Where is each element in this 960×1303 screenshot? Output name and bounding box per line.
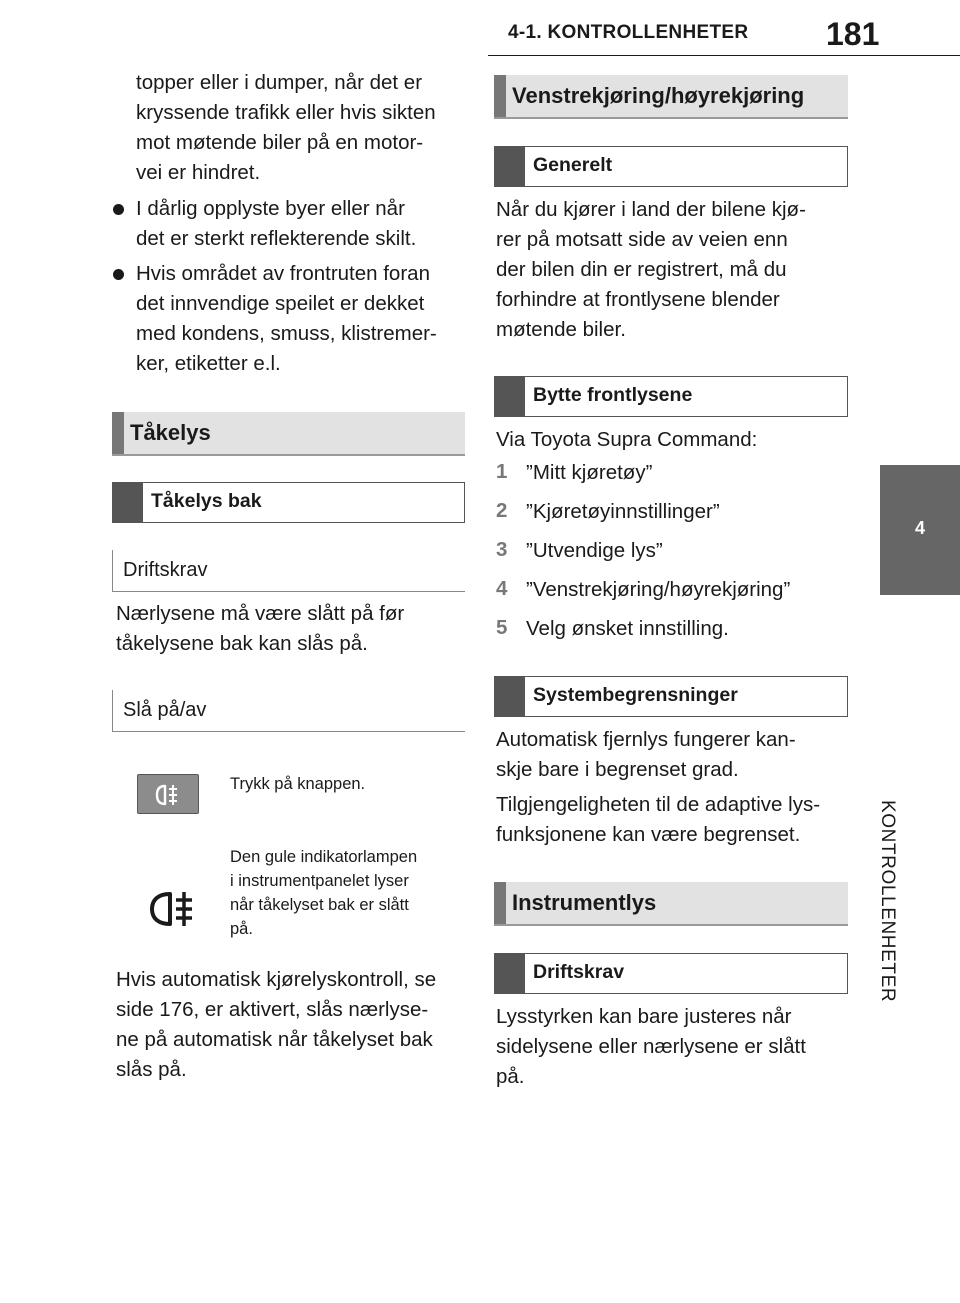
bullet-item-dim-cities: I dårlig opplyste byer eller når det er sterkt reflekterende skilt. bbox=[136, 197, 417, 250]
indicator-text: Den gule indikatorlampen i instrumentpanelet lyser når tåkelyset bak er slått på. bbox=[230, 848, 418, 938]
section-heading-bar bbox=[112, 412, 124, 454]
section-heading-venstrekjoring bbox=[494, 75, 848, 119]
section-heading-instrumentlys bbox=[494, 882, 848, 926]
subheading-bar bbox=[495, 954, 525, 993]
via-command-text: Via Toyota Supra Command: bbox=[496, 428, 758, 451]
label-text: Driftskrav bbox=[123, 559, 208, 581]
subheading-bar bbox=[495, 677, 525, 716]
automatic-paragraph: Hvis automatisk kjørelyskontroll, se side 176, er aktivert, slås nærlyse- ne på automatisk når tåkelyset bak slås på. bbox=[116, 968, 437, 1081]
bullet-item-windshield: Hvis området av frontruten foran det innvendige speilet er dekket med kondens, smuss, klistremer- ker, etiketter e.l. bbox=[136, 262, 437, 375]
page-number: 181 bbox=[826, 16, 880, 52]
chapter-title: 4-1. KONTROLLENHETER bbox=[508, 22, 749, 43]
step-number: 5 bbox=[496, 616, 508, 639]
subheading-bar bbox=[113, 483, 143, 522]
section-heading-takelys bbox=[112, 412, 465, 456]
section-heading-bar bbox=[494, 75, 506, 117]
press-button-text: Trykk på knappen. bbox=[230, 775, 366, 793]
subheading-generelt bbox=[494, 146, 848, 187]
subheading-bytte-frontlysene bbox=[494, 376, 848, 417]
step-text: ”Kjøretøyinnstillinger” bbox=[526, 500, 720, 523]
step-number: 2 bbox=[496, 499, 508, 522]
system-paragraph-1: Automatisk fjernlys fungerer kan- skje bare i begrenset grad. bbox=[496, 728, 796, 781]
step-text: ”Utvendige lys” bbox=[526, 539, 663, 562]
step-text: ”Venstrekjøring/høyrekjøring” bbox=[526, 578, 791, 601]
bullet-icon bbox=[113, 269, 124, 280]
subheading-bar bbox=[495, 147, 525, 186]
subheading-takelys-bak bbox=[112, 482, 465, 523]
label-driftskrav bbox=[112, 550, 465, 592]
section-heading-text: Instrumentlys bbox=[512, 890, 657, 915]
subheading-text: Systembegrensninger bbox=[533, 684, 738, 706]
generelt-paragraph: Når du kjører i land der bilene kjø- rer på motsatt side av veien enn der bilen din er registrert, må du forhindre at frontlysene blender møtende biler. bbox=[496, 198, 806, 341]
step-text: Velg ønsket innstilling. bbox=[526, 617, 729, 640]
step-number: 3 bbox=[496, 538, 508, 561]
system-paragraph-2: Tilgjengeligheten til de adaptive lys- funksjonene kan være begrenset. bbox=[496, 793, 821, 846]
bullet-icon bbox=[113, 204, 124, 215]
subheading-bar bbox=[495, 377, 525, 416]
instrument-paragraph: Lysstyrken kan bare justeres når sidelysene eller nærlysene er slått på. bbox=[496, 1005, 806, 1088]
subheading-systembegrensninger bbox=[494, 676, 848, 717]
step-number: 1 bbox=[496, 460, 508, 483]
label-text: Slå på/av bbox=[123, 699, 207, 721]
continued-paragraph: topper eller i dumper, når det er kryssende trafikk eller hvis sikten mot møtende biler på en motor- vei er hindret. bbox=[136, 71, 436, 184]
header-rule bbox=[488, 55, 960, 56]
subheading-text: Tåkelys bak bbox=[151, 490, 262, 512]
subheading-text: Bytte frontlysene bbox=[533, 384, 693, 406]
section-heading-text: Venstrekjøring/høyrekjøring bbox=[512, 83, 805, 108]
step-number: 4 bbox=[496, 577, 508, 600]
label-sla-pa-av bbox=[112, 690, 465, 732]
section-heading-text: Tåkelys bbox=[130, 420, 211, 445]
rear-fog-light-button-icon bbox=[137, 774, 199, 814]
subheading-text: Generelt bbox=[533, 154, 613, 176]
chapter-tab-number: 4 bbox=[914, 518, 925, 538]
section-heading-bar bbox=[494, 882, 506, 924]
rear-fog-light-indicator-icon bbox=[146, 888, 202, 930]
chapter-side-label: KONTROLLENHETER bbox=[877, 800, 898, 1003]
driftskrav-paragraph: Nærlysene må være slått på før tåkelysene bak kan slås på. bbox=[116, 602, 405, 655]
subheading-driftskrav bbox=[494, 953, 848, 994]
subheading-text: Driftskrav bbox=[533, 961, 625, 983]
step-text: ”Mitt kjøretøy” bbox=[526, 461, 653, 484]
